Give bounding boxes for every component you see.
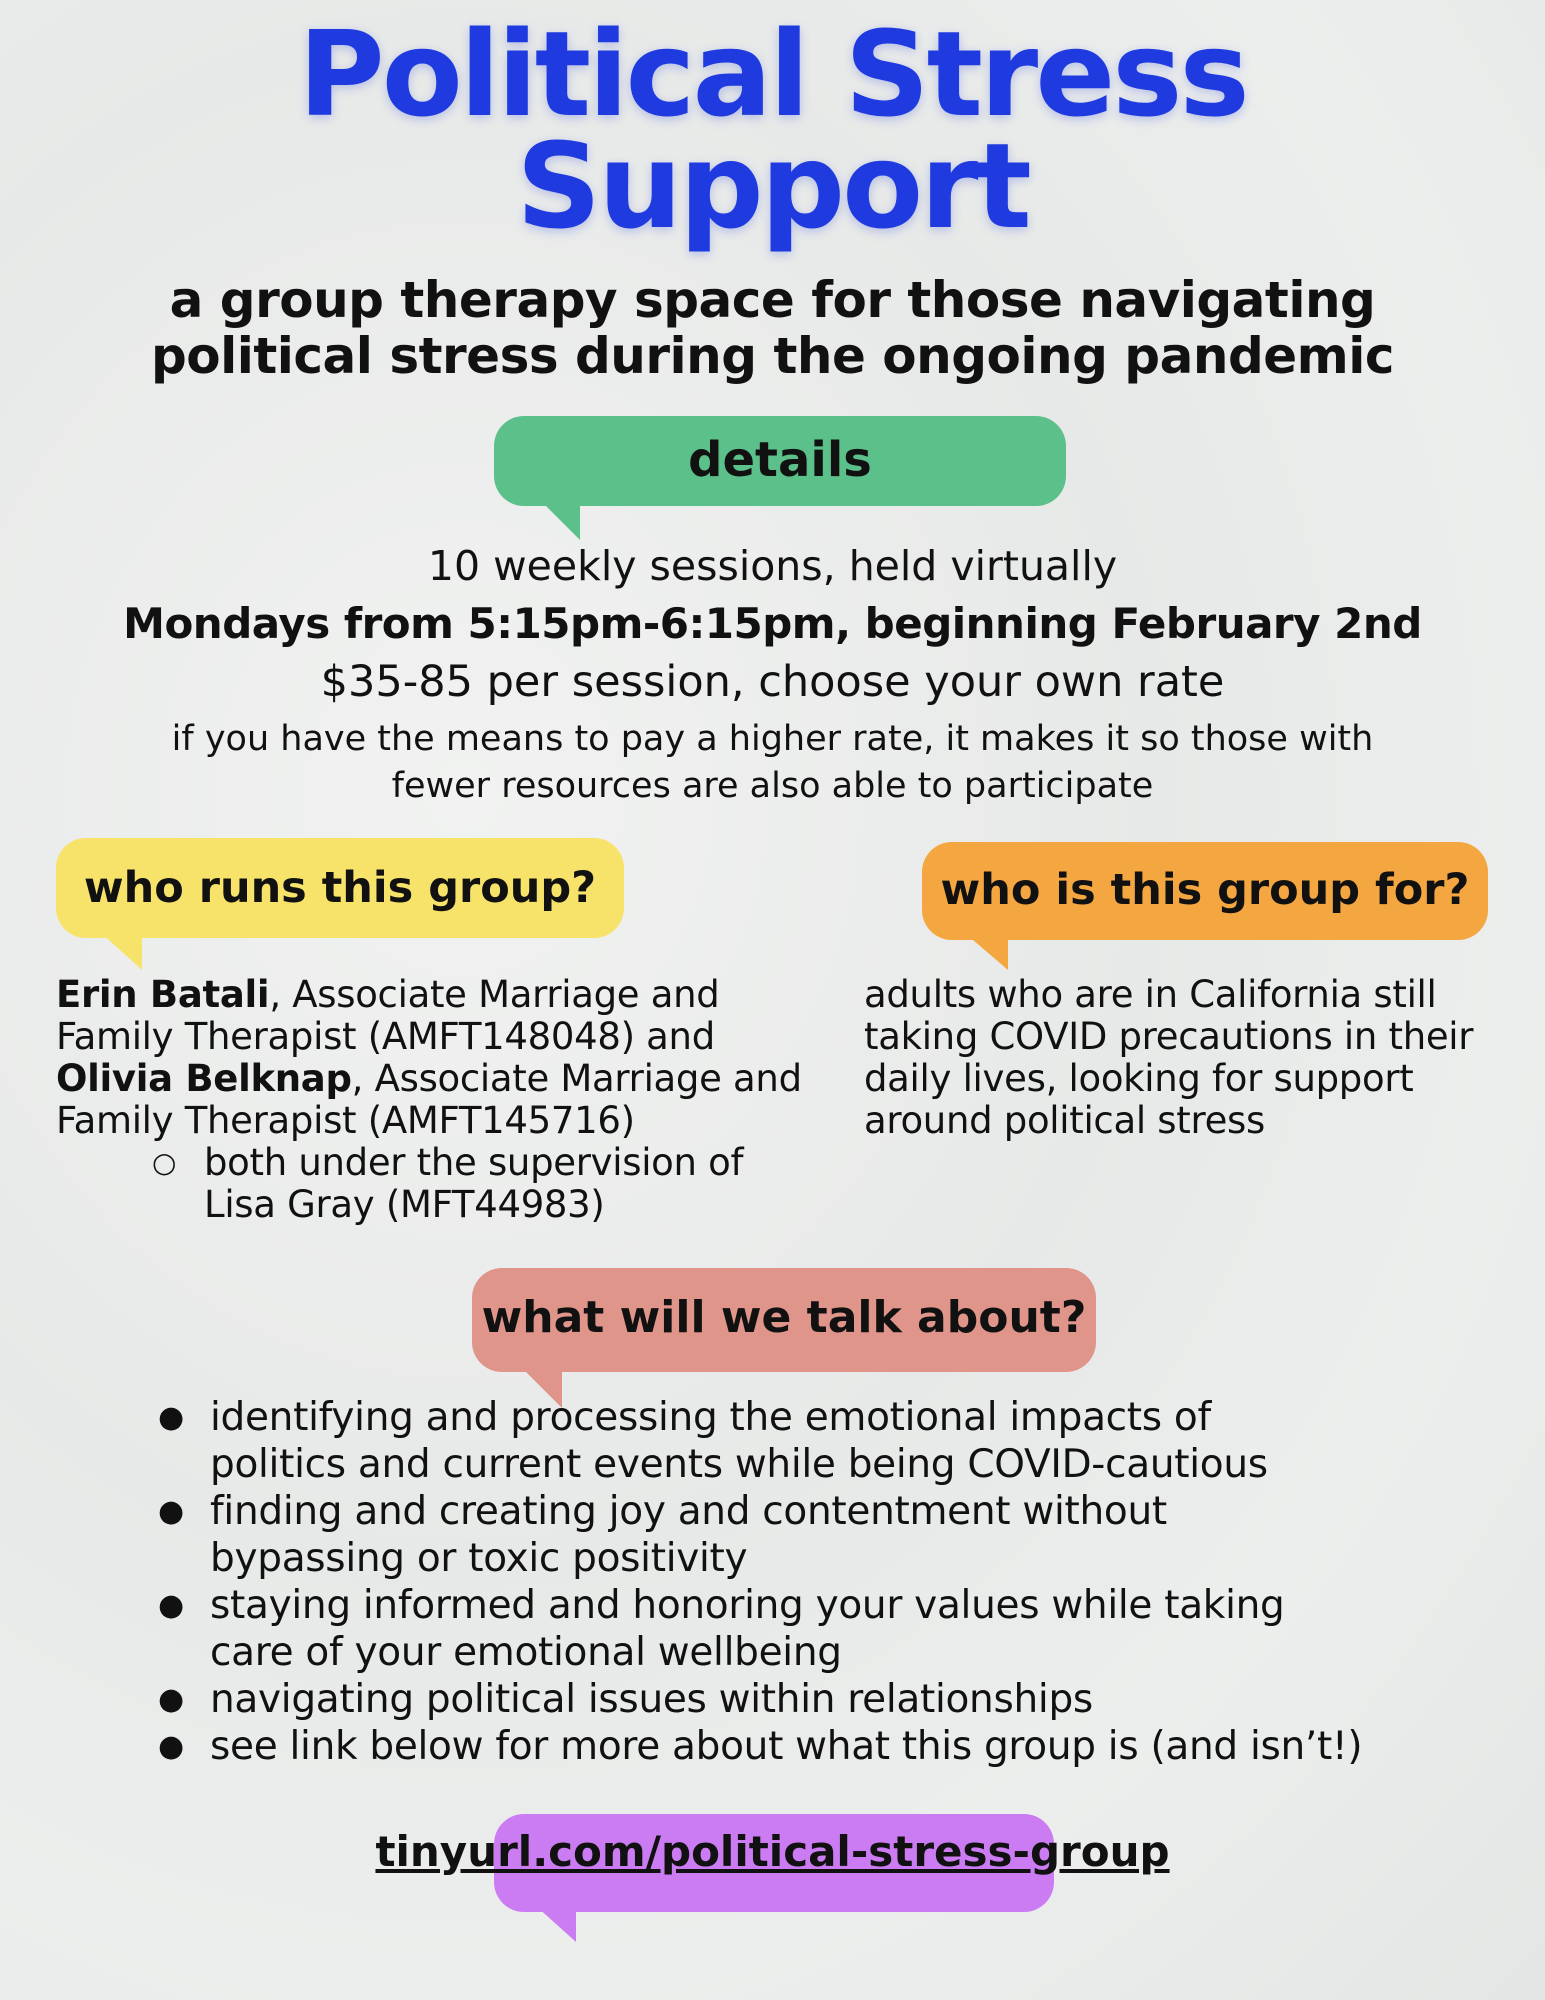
runs-text <box>56 974 846 1226</box>
facilitator-name-2: Olivia Belknap <box>56 1057 352 1100</box>
supervision-item <box>152 1142 846 1226</box>
bullet-icon: ● <box>158 1588 184 1623</box>
bullet-icon: ● <box>158 1494 184 1529</box>
for-heading: who is this group for? <box>940 865 1470 915</box>
facilitator-name-1: Erin Batali <box>56 973 270 1016</box>
list-item <box>158 1582 1518 1676</box>
bullet-icon: ● <box>158 1400 184 1435</box>
list-item-line: see link below for more about what this group is (and isn’t!) <box>210 1724 1363 1769</box>
title-line-2: Support <box>516 117 1029 255</box>
page-title <box>0 5 1545 255</box>
list-item-line: navigating political issues within relationships <box>210 1677 1093 1722</box>
details-sessions: 10 weekly sessions, held virtually <box>427 542 1118 590</box>
hollow-bullet-icon: ○ <box>152 1146 177 1179</box>
details-note-line-1: if you have the means to pay a higher rate, it makes it so those with <box>171 719 1374 759</box>
subtitle <box>0 272 1545 384</box>
subtitle-line-2: political stress during the ongoing pandemic <box>150 327 1395 385</box>
for-bubble-tail <box>966 934 1008 970</box>
runs-bubble-tail <box>100 932 142 970</box>
list-item <box>158 1723 1518 1770</box>
details-schedule: Mondays from 5:15pm-6:15pm, beginning February 2nd <box>123 599 1422 648</box>
facilitator-license-2: Family Therapist (AMFT145716) <box>56 1099 635 1142</box>
details-note <box>0 716 1545 810</box>
list-item-line: care of your emotional wellbeing <box>210 1630 842 1675</box>
details-heading: details <box>688 432 872 488</box>
for-line-2: taking COVID precautions in their <box>864 1015 1474 1058</box>
facilitator-role-1: , Associate Marriage and <box>269 973 720 1016</box>
for-line-3: daily lives, looking for support <box>864 1057 1414 1100</box>
talk-list <box>158 1394 1518 1770</box>
list-item <box>158 1488 1518 1582</box>
facilitator-role-2: , Associate Marriage and <box>351 1057 802 1100</box>
runs-heading: who runs this group? <box>83 863 597 913</box>
bullet-icon: ● <box>158 1729 184 1764</box>
talk-heading: what will we talk about? <box>481 1292 1087 1343</box>
group-info-link[interactable]: tinyurl.com/political-stress-group <box>375 1827 1170 1876</box>
link-bubble-tail <box>536 1906 576 1942</box>
list-item <box>158 1676 1518 1723</box>
facilitator-license-1: Family Therapist (AMFT148048) and <box>56 1015 715 1058</box>
for-text <box>864 974 1524 1142</box>
details-price: $35-85 per session, choose your own rate <box>320 657 1225 707</box>
title-line-1: Political Stress <box>298 5 1247 143</box>
list-item-line: identifying and processing the emotional impacts of <box>210 1395 1211 1440</box>
subtitle-line-1: a group therapy space for those navigating <box>169 271 1376 329</box>
list-item-line: finding and creating joy and contentment without <box>210 1489 1167 1534</box>
supervision-line-1: both under the supervision of <box>204 1141 744 1184</box>
list-item-line: bypassing or toxic positivity <box>210 1536 748 1581</box>
list-item <box>158 1394 1518 1488</box>
for-line-1: adults who are in California still <box>864 973 1437 1016</box>
details-note-line-2: fewer resources are also able to participate <box>391 766 1154 806</box>
list-item-line: staying informed and honoring your values while taking <box>210 1583 1285 1628</box>
bullet-icon: ● <box>158 1682 184 1717</box>
supervision-line-2: Lisa Gray (MFT44983) <box>204 1183 605 1226</box>
for-line-4: around political stress <box>864 1099 1265 1142</box>
list-item-line: politics and current events while being COVID-cautious <box>210 1442 1268 1487</box>
details-bubble-tail <box>540 500 580 540</box>
